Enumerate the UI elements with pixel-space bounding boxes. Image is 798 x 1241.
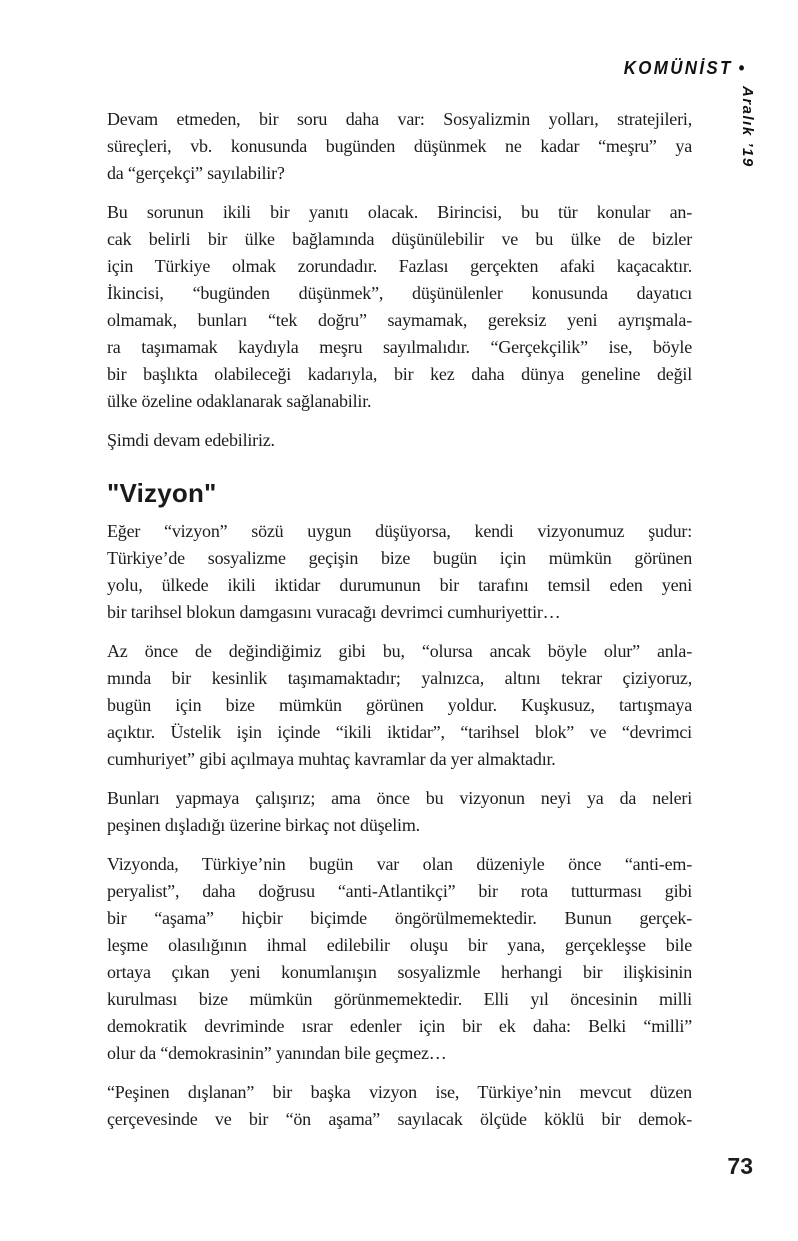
text-line: ra taşımamak kaydıyla meşru sayılmalıdır. “Gerçekçilik” ise, böyle <box>107 337 692 357</box>
text-line: Türkiye’de sosyalizme geçişin bize bugün için mümkün görünen <box>107 548 692 568</box>
body-paragraph <box>107 638 692 773</box>
text-line: Vizyonda, Türkiye’nin bugün var olan düzeniyle önce “anti-em- <box>107 854 692 874</box>
text-line: peşinen dışladığı üzerine birkaç not düşelim. <box>107 815 420 835</box>
text-line: peryalist”, daha doğrusu “anti-Atlantikçi” bir rota tutturması gibi <box>107 881 692 901</box>
body-paragraph <box>107 518 692 626</box>
text-line: olur da “demokrasinin” yanından bile geçmez… <box>107 1043 447 1063</box>
running-header <box>623 58 744 79</box>
text-line: cumhuriyet” gibi açılmaya muhtaç kavramlar da yer almaktadır. <box>107 749 556 769</box>
bullet-separator: • <box>738 58 744 78</box>
text-line: leşme olasılığının ihmal edilebilir oluşu bir yana, gerçekleşse bile <box>107 935 692 955</box>
text-line: cak belirli bir ülke bağlamında düşünülebilir ve bu ülke de bizler <box>107 229 692 249</box>
page-number: 73 <box>727 1153 753 1179</box>
text-line: Eğer “vizyon” sözü uygun düşüyorsa, kendi vizyonumuz şudur: <box>107 521 692 541</box>
body-column <box>107 106 692 1145</box>
body-paragraph <box>107 199 692 415</box>
text-line: kurulması bize mümkün görünmemektedir. Elli yıl öncesinin milli <box>107 989 692 1009</box>
text-line: demokratik devriminde ısrar edenler için bir ek daha: Belki “milli” <box>107 1016 692 1036</box>
text-line: açıktır. Üstelik işin içinde “ikili iktidar”, “tarihsel blok” ve “devrimci <box>107 722 692 742</box>
text-line: Şimdi devam edebiliriz. <box>107 430 275 450</box>
text-line: çerçevesinde ve bir “ön aşama” sayılacak ölçüde köklü bir demok- <box>107 1109 692 1129</box>
text-line: bir tarihsel blokun damgasını vuracağı devrimci cumhuriyettir… <box>107 602 561 622</box>
text-line: mında bir kesinlik taşımamaktadır; yalnızca, altını tekrar çiziyoruz, <box>107 668 692 688</box>
text-line: süreçleri, vb. konusunda bugünden düşünmek ne kadar “meşru” ya <box>107 136 692 156</box>
text-line: Bu sorunun ikili bir yanıtı olacak. Birincisi, bu tür konular an- <box>107 202 692 222</box>
text-line: için Türkiye olmak zorundadır. Fazlası gerçekten afaki kaçacaktır. <box>107 256 692 276</box>
body-paragraph <box>107 1079 692 1133</box>
text-line: bugün için bize mümkün görünen yoldur. Kuşkusuz, tartışmaya <box>107 695 692 715</box>
body-paragraph <box>107 851 692 1067</box>
text-line: bir “aşama” hiçbir biçimde öngörülmemektedir. Bunun gerçek- <box>107 908 692 928</box>
text-line: olmamak, bunları “tek doğru” saymamak, gereksiz yeni ayrışmala- <box>107 310 692 330</box>
text-line: Devam etmeden, bir soru daha var: Sosyalizmin yolları, stratejileri, <box>107 109 692 129</box>
body-paragraph <box>107 427 692 454</box>
text-line: ortaya çıkan yeni konumlanışın sosyalizmle herhangi bir ilişkisinin <box>107 962 692 982</box>
text-line: Az önce de değindiğimiz gibi bu, “olursa ancak böyle olur” anla- <box>107 641 692 661</box>
text-line: ülke özeline odaklanarak sağlanabilir. <box>107 391 372 411</box>
section-heading: "Vizyon" <box>107 478 217 508</box>
journal-title: KOMÜNİST <box>623 58 733 78</box>
text-line: bir başlıkta olabileceği kadarıyla, bir kez daha dünya geneline değil <box>107 364 692 384</box>
text-line: da “gerçekçi” sayılabilir? <box>107 163 285 183</box>
text-line: “Peşinen dışlanan” bir başka vizyon ise, Türkiye’nin mevcut düzen <box>107 1082 692 1102</box>
text-line: İkincisi, “bugünden düşünmek”, düşünülenler konusunda dayatıcı <box>107 283 692 303</box>
body-paragraph <box>107 106 692 187</box>
issue-date: Aralık ’19 <box>739 86 756 168</box>
text-line: yolu, ülkede ikili iktidar durumunun bir tarafını temsil eden yeni <box>107 575 692 595</box>
text-line: Bunları yapmaya çalışırız; ama önce bu vizyonun neyi ya da neleri <box>107 788 692 808</box>
body-paragraph <box>107 785 692 839</box>
